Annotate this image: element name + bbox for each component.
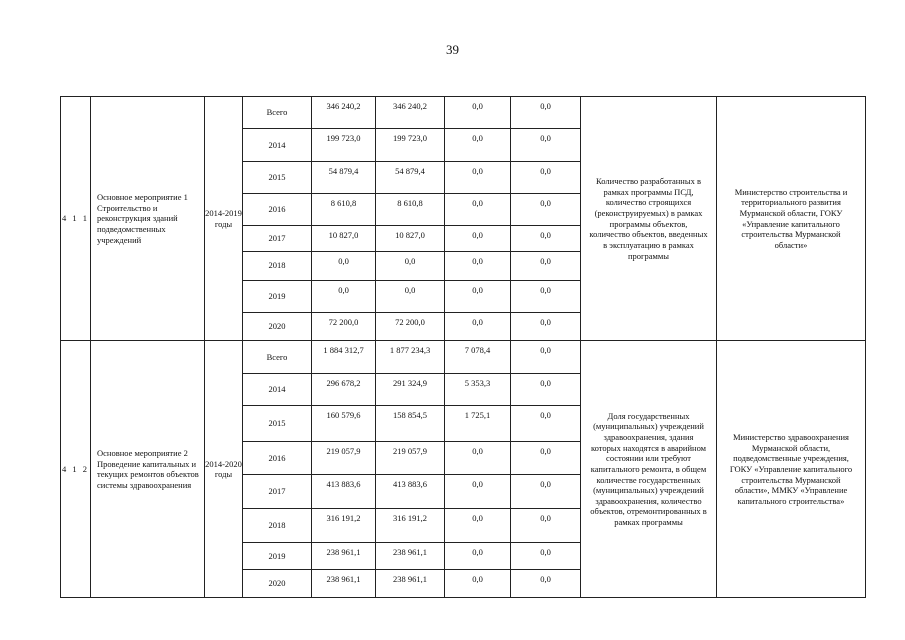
table-row [61,97,866,129]
amount-cell: 199 723,0 [312,129,376,161]
measure-name: Основное мероприятие 2 Проведение капитальных и текущих ремонтов объектов системы здравоохранения [91,341,205,598]
amount-cell: 0,0 [511,509,581,543]
amount-cell: 219 057,9 [376,442,445,474]
amount-cell: 0,0 [511,341,581,373]
amount-cell: 0,0 [511,97,581,129]
amount-cell: 0,0 [511,226,581,251]
amount-cell: 0,0 [445,313,511,341]
amount-cell: 0,0 [511,474,581,508]
year-cell: Всего [243,97,312,129]
year-cell: 2014 [243,373,312,405]
year-cell: 2015 [243,406,312,442]
amount-cell: 1 725,1 [445,406,511,442]
amount-cell: 316 191,2 [312,509,376,543]
page-number: 39 [446,42,459,57]
amount-cell: 0,0 [511,251,581,280]
year-cell: 2020 [243,569,312,597]
amount-cell: 0,0 [511,280,581,312]
year-cell: 2019 [243,280,312,312]
year-cell: 2018 [243,251,312,280]
year-cell: 2015 [243,161,312,193]
amount-cell: 0,0 [445,226,511,251]
amount-cell: 413 883,6 [376,474,445,508]
amount-cell: 0,0 [511,129,581,161]
amount-cell: 158 854,5 [376,406,445,442]
year-cell: 2018 [243,509,312,543]
amount-cell: 0,0 [511,193,581,225]
amount-cell: 199 723,0 [376,129,445,161]
amount-cell: 0,0 [511,442,581,474]
amount-cell: 291 324,9 [376,373,445,405]
amount-cell: 413 883,6 [312,474,376,508]
amount-cell: 0,0 [445,280,511,312]
amount-cell: 0,0 [511,569,581,597]
amount-cell: 10 827,0 [376,226,445,251]
indicator-cell: Количество разработанных в рамках программы ПСД, количество строящихся (реконструируемых) в рамках программы объектов, количество объектов, введенных в эксплуатацию в рамках программы [581,97,717,341]
amount-cell: 0,0 [445,543,511,569]
amount-cell: 5 353,3 [445,373,511,405]
amount-cell: 0,0 [511,543,581,569]
measure-index: 4 1 2 [61,341,91,598]
measure-period: 2014-2020 годы [205,341,243,598]
amount-cell: 0,0 [445,129,511,161]
indicator-cell: Доля государственных (муниципальных) учреждений здравоохранения, здания которых находятся в аварийном состоянии или требуют капитального ремонта, в общем количестве государственных (муниципальных) учреждений здравоохранения, количество объектов, отремонтированных в рамках программы [581,341,717,598]
amount-cell: 1 884 312,7 [312,341,376,373]
amount-cell: 10 827,0 [312,226,376,251]
amount-cell: 0,0 [445,569,511,597]
measure-index: 4 1 1 [61,97,91,341]
year-cell: 2016 [243,442,312,474]
amount-cell: 346 240,2 [312,97,376,129]
amount-cell: 316 191,2 [376,509,445,543]
amount-cell: 0,0 [312,280,376,312]
amount-cell: 0,0 [445,474,511,508]
amount-cell: 0,0 [445,193,511,225]
amount-cell: 0,0 [376,280,445,312]
amount-cell: 160 579,6 [312,406,376,442]
amount-cell: 238 961,1 [376,569,445,597]
amount-cell: 54 879,4 [312,161,376,193]
amount-cell: 238 961,1 [312,543,376,569]
amount-cell: 54 879,4 [376,161,445,193]
year-cell: 2017 [243,226,312,251]
amount-cell: 0,0 [511,313,581,341]
amount-cell: 8 610,8 [312,193,376,225]
year-cell: 2016 [243,193,312,225]
table-body [61,97,866,598]
year-cell: 2020 [243,313,312,341]
amount-cell: 0,0 [445,97,511,129]
year-cell: 2017 [243,474,312,508]
amount-cell: 72 200,0 [312,313,376,341]
executor-cell: Министерство строительства и территориального развития Мурманской области, ГОКУ «Управление капитального строительства Мурманской области» [717,97,866,341]
executor-cell: Министерство здравоохранения Мурманской области, подведомственные учреждения, ГОКУ «Управление капитального строительства Мурманской области», ММКУ «Управление капитального строительства» [717,341,866,598]
amount-cell: 238 961,1 [376,543,445,569]
amount-cell: 0,0 [376,251,445,280]
budget-table [60,96,866,598]
measure-period: 2014-2019 годы [205,97,243,341]
amount-cell: 0,0 [445,509,511,543]
amount-cell: 1 877 234,3 [376,341,445,373]
amount-cell: 0,0 [511,373,581,405]
amount-cell: 8 610,8 [376,193,445,225]
table-row [61,341,866,373]
amount-cell: 0,0 [445,251,511,280]
amount-cell: 72 200,0 [376,313,445,341]
amount-cell: 0,0 [445,161,511,193]
amount-cell: 0,0 [445,442,511,474]
amount-cell: 219 057,9 [312,442,376,474]
year-cell: 2014 [243,129,312,161]
amount-cell: 346 240,2 [376,97,445,129]
year-cell: 2019 [243,543,312,569]
amount-cell: 0,0 [511,161,581,193]
amount-cell: 7 078,4 [445,341,511,373]
year-cell: Всего [243,341,312,373]
amount-cell: 0,0 [312,251,376,280]
amount-cell: 0,0 [511,406,581,442]
amount-cell: 296 678,2 [312,373,376,405]
measure-name: Основное мероприятие 1 Строительство и реконструкция зданий подведомственных учреждений [91,97,205,341]
amount-cell: 238 961,1 [312,569,376,597]
